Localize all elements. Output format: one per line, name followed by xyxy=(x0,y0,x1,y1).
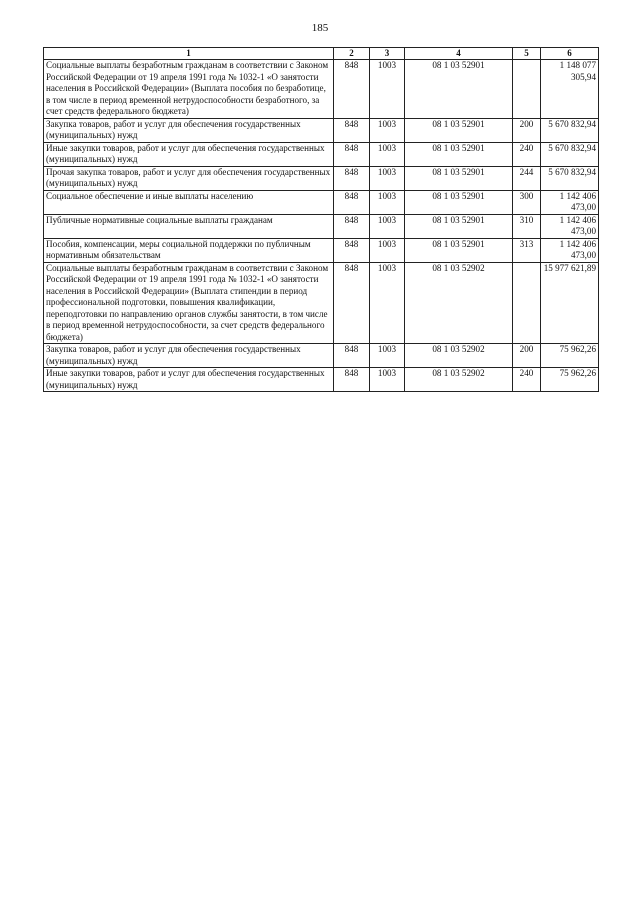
cell-name: Иные закупки товаров, работ и услуг для обеспечения государственных (муниципальных) нужд xyxy=(44,142,334,166)
cell-amount: 75 962,26 xyxy=(541,368,599,392)
cell-amount: 75 962,26 xyxy=(541,344,599,368)
cell-grbs: 848 xyxy=(334,262,370,344)
cell-amount: 5 670 832,94 xyxy=(541,166,599,190)
cell-amount: 15 977 621,89 xyxy=(541,262,599,344)
cell-name: Социальные выплаты безработным гражданам в соответствии с Законом Российской Федерации от 19 апреля 1991 года № 1032-1 «О занятости населения в Российской Федерации» (Выплата пособия по безработице, в том числе в период временной нетрудоспособности безработного, за счет средств федерального бюджета) xyxy=(44,60,334,119)
cell-grbs: 848 xyxy=(334,238,370,262)
cell-grbs: 848 xyxy=(334,142,370,166)
cell-expense-type: 200 xyxy=(513,118,541,142)
cell-grbs: 848 xyxy=(334,190,370,214)
header-col-2: 2 xyxy=(334,48,370,60)
cell-target-article: 08 1 03 52901 xyxy=(405,166,513,190)
cell-grbs: 848 xyxy=(334,214,370,238)
cell-expense-type: 313 xyxy=(513,238,541,262)
cell-grbs: 848 xyxy=(334,118,370,142)
table-row xyxy=(44,118,599,142)
cell-target-article: 08 1 03 52901 xyxy=(405,214,513,238)
cell-amount: 1 148 077 305,94 xyxy=(541,60,599,119)
cell-expense-type: 300 xyxy=(513,190,541,214)
header-row xyxy=(44,48,599,60)
cell-name: Закупка товаров, работ и услуг для обеспечения государственных (муниципальных) нужд xyxy=(44,118,334,142)
cell-target-article: 08 1 03 52901 xyxy=(405,60,513,119)
cell-name: Социальные выплаты безработным гражданам в соответствии с Законом Российской Федерации от 19 апреля 1991 года № 1032-1 «О занятости населения в Российской Федерации» (Выплата стипендии в период профессиональной подготовки, повышения квалификации, переподготовки по направлению органов службы занятости, в том числе в период временной нетрудоспособности, за счет средств федерального бюджета) xyxy=(44,262,334,344)
cell-grbs: 848 xyxy=(334,344,370,368)
table-row xyxy=(44,368,599,392)
cell-name: Публичные нормативные социальные выплаты гражданам xyxy=(44,214,334,238)
header-col-5: 5 xyxy=(513,48,541,60)
page-number: 185 xyxy=(311,22,329,34)
cell-amount: 1 142 406 473,00 xyxy=(541,238,599,262)
cell-section: 1003 xyxy=(370,142,405,166)
cell-name: Иные закупки товаров, работ и услуг для обеспечения государственных (муниципальных) нужд xyxy=(44,368,334,392)
cell-target-article: 08 1 03 52901 xyxy=(405,238,513,262)
cell-expense-type: 244 xyxy=(513,166,541,190)
cell-section: 1003 xyxy=(370,344,405,368)
cell-expense-type: 200 xyxy=(513,344,541,368)
table-row xyxy=(44,238,599,262)
cell-amount: 1 142 406 473,00 xyxy=(541,214,599,238)
cell-expense-type xyxy=(513,60,541,119)
table-row xyxy=(44,214,599,238)
cell-grbs: 848 xyxy=(334,368,370,392)
cell-section: 1003 xyxy=(370,118,405,142)
cell-target-article: 08 1 03 52902 xyxy=(405,368,513,392)
cell-section: 1003 xyxy=(370,262,405,344)
cell-amount: 5 670 832,94 xyxy=(541,118,599,142)
cell-section: 1003 xyxy=(370,190,405,214)
header-col-6: 6 xyxy=(541,48,599,60)
cell-section: 1003 xyxy=(370,60,405,119)
cell-section: 1003 xyxy=(370,368,405,392)
table-row xyxy=(44,60,599,119)
cell-grbs: 848 xyxy=(334,60,370,119)
table-row xyxy=(44,166,599,190)
cell-target-article: 08 1 03 52902 xyxy=(405,262,513,344)
cell-name: Пособия, компенсации, меры социальной поддержки по публичным нормативным обязательствам xyxy=(44,238,334,262)
cell-name: Прочая закупка товаров, работ и услуг для обеспечения государственных (муниципальных) нужд xyxy=(44,166,334,190)
table-row xyxy=(44,190,599,214)
header-col-4: 4 xyxy=(405,48,513,60)
cell-amount: 1 142 406 473,00 xyxy=(541,190,599,214)
cell-expense-type xyxy=(513,262,541,344)
cell-target-article: 08 1 03 52902 xyxy=(405,344,513,368)
table-row xyxy=(44,142,599,166)
table-body xyxy=(44,60,599,392)
header-col-3: 3 xyxy=(370,48,405,60)
cell-amount: 5 670 832,94 xyxy=(541,142,599,166)
cell-name: Социальное обеспечение и иные выплаты населению xyxy=(44,190,334,214)
cell-expense-type: 240 xyxy=(513,368,541,392)
cell-section: 1003 xyxy=(370,166,405,190)
cell-target-article: 08 1 03 52901 xyxy=(405,190,513,214)
budget-table xyxy=(43,47,599,392)
cell-grbs: 848 xyxy=(334,166,370,190)
table-row xyxy=(44,262,599,344)
cell-section: 1003 xyxy=(370,214,405,238)
cell-expense-type: 310 xyxy=(513,214,541,238)
cell-name: Закупка товаров, работ и услуг для обеспечения государственных (муниципальных) нужд xyxy=(44,344,334,368)
header-col-1: 1 xyxy=(44,48,334,60)
table-header xyxy=(44,48,599,60)
cell-target-article: 08 1 03 52901 xyxy=(405,142,513,166)
cell-expense-type: 240 xyxy=(513,142,541,166)
cell-section: 1003 xyxy=(370,238,405,262)
cell-target-article: 08 1 03 52901 xyxy=(405,118,513,142)
table-row xyxy=(44,344,599,368)
